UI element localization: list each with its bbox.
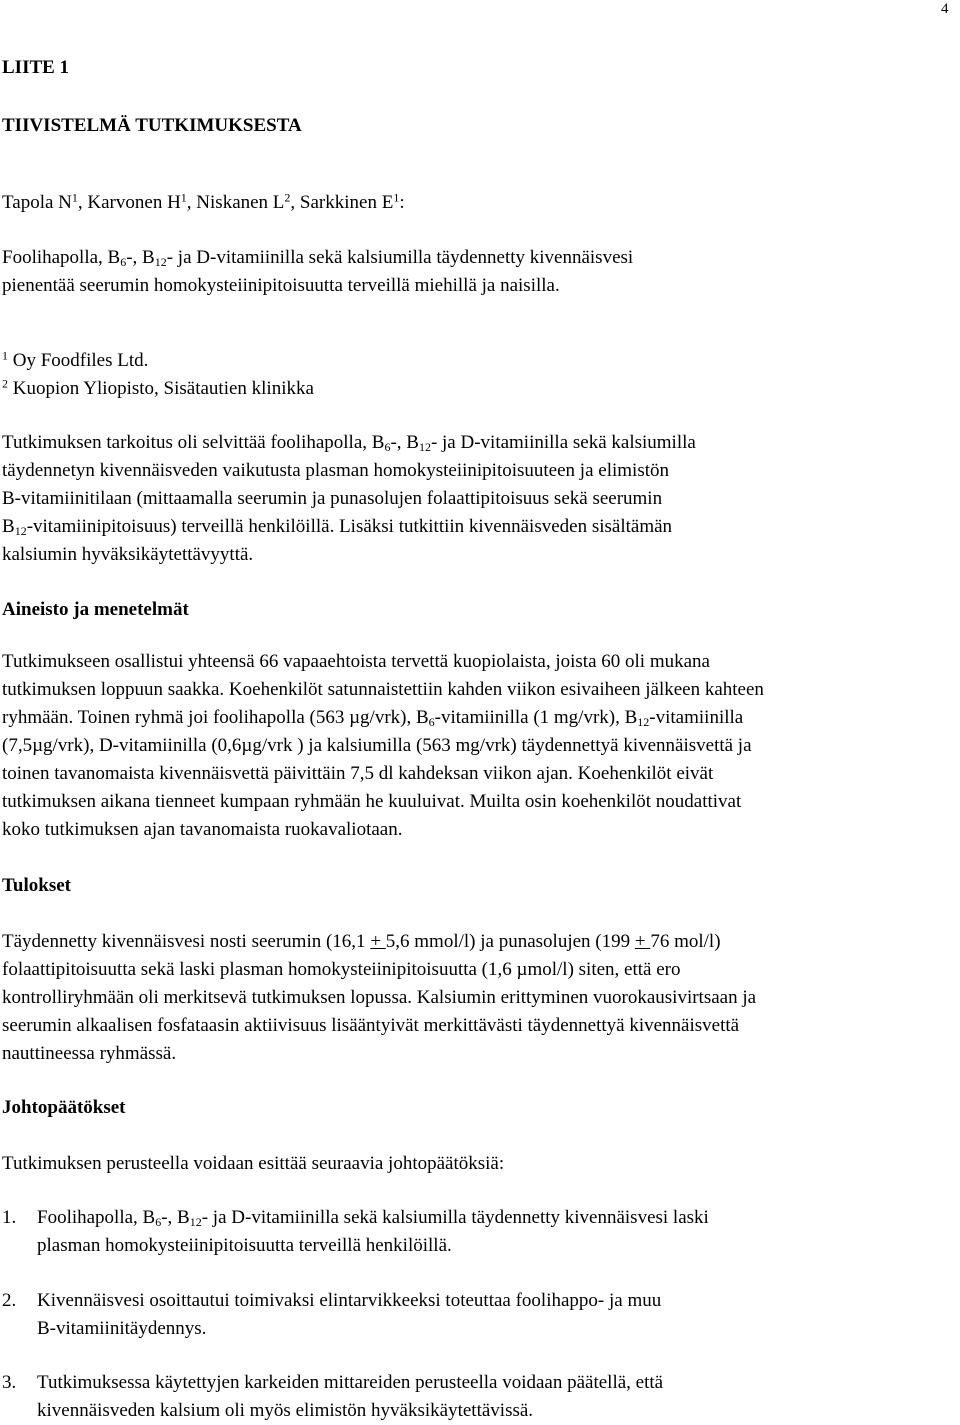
methods-line: tutkimuksen aikana tienneet kumpaan ryhmään he kuuluivat. Muilta osin koehenkilöt noudattivat <box>2 791 742 812</box>
authors-line <box>2 189 957 217</box>
author-4-affiliation: 1 <box>393 190 400 205</box>
methods-line: Tutkimukseen osallistui yhteensä 66 vapaaehtoista tervettä kuopiolaista, joista 60 oli mukana <box>2 651 710 672</box>
page-number: 4 <box>941 1 949 17</box>
list-line: B-vitamiinitäydennys. <box>37 1318 207 1339</box>
purpose-line: kalsiumin hyväksikäytettävyyttä. <box>2 544 254 565</box>
text: B <box>2 516 15 537</box>
list-line: kivennäisveden kalsium oli myös elimistön hyväksikäytettävissä. <box>37 1400 534 1421</box>
subscript: 6 <box>384 440 391 454</box>
purpose-line <box>2 429 957 457</box>
author-2-affiliation: 1 <box>180 190 187 205</box>
text: ryhmään. Toinen ryhmä joi foolihapolla (563 µg/vrk), B <box>2 707 429 728</box>
author-1-affiliation: 1 <box>71 190 78 205</box>
subscript: 12 <box>637 715 650 729</box>
plus-minus-sign: + <box>634 931 651 952</box>
text: -vitamiinipitoisuus) terveillä henkilöillä. Lisäksi tutkittiin kivennäisveden sisältämän <box>26 516 673 537</box>
affiliation-text: Oy Foodfiles Ltd. <box>8 350 149 371</box>
subscript: 6 <box>155 1215 162 1229</box>
list-line: Tutkimuksessa käytettyjen karkeiden mittareiden perusteella voidaan päätellä, että <box>37 1372 664 1393</box>
text: 5,6 mmol/l) ja punasolujen (199 <box>385 931 635 952</box>
separator: , <box>186 192 197 213</box>
author-4: Sarkkinen E <box>299 192 394 213</box>
plus-minus-sign: + <box>370 931 386 952</box>
subscript: 12 <box>418 440 431 454</box>
results-heading: Tulokset <box>2 875 71 896</box>
affiliation-2 <box>2 375 957 403</box>
text: Foolihapolla, B <box>2 247 121 268</box>
results-line: kontrolliryhmään oli merkitsevä tutkimuksen lopussa. Kalsiumin erittyminen vuorokausivirtsaan ja <box>2 987 757 1008</box>
text: Täydennetty kivennäisvesi nosti seerumin (16,1 <box>2 931 371 952</box>
purpose-line <box>2 513 957 541</box>
list-line: plasman homokysteiinipitoisuutta terveillä henkilöillä. <box>37 1235 452 1256</box>
study-title-line-1 <box>2 244 957 272</box>
methods-line: (7,5µg/vrk), D-vitamiinilla (0,6µg/vrk ) ja kalsiumilla (563 mg/vrk) täydennettyä kivennäisvettä ja <box>2 735 752 756</box>
text: - ja D-vitamiinilla sekä kalsiumilla <box>430 432 696 453</box>
colon: : <box>399 192 405 213</box>
appendix-title: LIITE 1 <box>2 57 70 78</box>
study-title-line-2: pienentää seerumin homokysteiinipitoisuutta terveillä miehillä ja naisilla. <box>2 275 560 296</box>
list-item-text <box>37 1287 661 1343</box>
methods-line <box>2 704 957 732</box>
purpose-line: B-vitamiinitilaan (mittaamalla seerumin ja punasolujen folaattipitoisuus sekä seerumin <box>2 488 663 509</box>
list-number: 2. <box>2 1290 17 1311</box>
text: - ja D-vitamiinilla sekä kalsiumilla täydennetty kivennäisvesi <box>166 247 634 268</box>
conclusions-heading: Johtopäätökset <box>2 1097 126 1118</box>
list-item-text <box>37 1369 663 1425</box>
results-paragraph <box>2 928 957 1068</box>
affiliation-number: 1 <box>2 348 8 363</box>
results-line: nauttineessa ryhmässä. <box>2 1043 177 1064</box>
results-line: folaattipitoisuutta sekä laski plasman homokysteiinipitoisuutta (1,6 µmol/l) siten, että ero <box>2 959 681 980</box>
list-line <box>37 1204 709 1232</box>
subscript: 12 <box>14 524 27 538</box>
results-line: seerumin alkaalisen fosfataasin aktiivisuus lisääntyivät merkittävästi täydennettyä kivennäisvettä <box>2 1015 740 1036</box>
study-title <box>2 244 957 300</box>
list-number: 1. <box>2 1207 17 1228</box>
methods-line: koko tutkimuksen ajan tavanomaista ruokavaliotaan. <box>2 819 403 840</box>
text: - ja D-vitamiinilla sekä kalsiumilla täydennetty kivennäisvesi laski <box>201 1207 709 1228</box>
subscript: 12 <box>189 1215 202 1229</box>
author-3-affiliation: 2 <box>284 190 291 205</box>
results-line <box>2 928 957 956</box>
list-number: 3. <box>2 1372 17 1393</box>
text: -vitamiinilla (1 mg/vrk), B <box>434 707 638 728</box>
text: -, B <box>126 247 155 268</box>
text: -, B <box>161 1207 190 1228</box>
affiliation-1 <box>2 347 957 375</box>
list-line: Kivennäisvesi osoittautui toimivaksi elintarvikkeeksi toteuttaa foolihappo- ja muu <box>37 1290 662 1311</box>
author-3: Niskanen L <box>196 192 285 213</box>
author-2: Karvonen H <box>87 192 181 213</box>
purpose-paragraph <box>2 429 957 569</box>
text: -vitamiinilla <box>649 707 744 728</box>
methods-line: tutkimuksen loppuun saakka. Koehenkilöt satunnaistettiin kahden viikon esivaiheen jälkeen kahteen <box>2 679 764 700</box>
summary-title: TIIVISTELMÄ TUTKIMUKSESTA <box>2 115 302 136</box>
subscript: 12 <box>154 255 167 269</box>
methods-heading: Aineisto ja menetelmät <box>2 599 189 620</box>
affiliations <box>2 347 957 403</box>
affiliation-text: Kuopion Yliopisto, Sisätautien klinikka <box>8 378 314 399</box>
list-item-text <box>37 1204 709 1260</box>
separator: , <box>290 192 300 213</box>
affiliation-number: 2 <box>2 376 8 391</box>
subscript: 6 <box>120 255 127 269</box>
purpose-line: täydennetyn kivennäisveden vaikutusta plasman homokysteiinipitoisuuteen ja elimistön <box>2 460 669 481</box>
separator: , <box>77 192 88 213</box>
text: 76 mol/l) <box>650 931 721 952</box>
subscript: 6 <box>428 715 435 729</box>
text: Foolihapolla, B <box>37 1207 156 1228</box>
methods-paragraph <box>2 648 957 844</box>
text: Tutkimuksen tarkoitus oli selvittää foolihapolla, B <box>2 432 385 453</box>
methods-line: toinen tavanomaista kivennäisvettä päivittäin 7,5 dl kahdeksan viikon ajan. Koehenkilöt eivät <box>2 763 714 784</box>
author-1: Tapola N <box>2 192 72 213</box>
conclusions-intro: Tutkimuksen perusteella voidaan esittää seuraavia johtopäätöksiä: <box>2 1153 505 1174</box>
text: -, B <box>390 432 419 453</box>
